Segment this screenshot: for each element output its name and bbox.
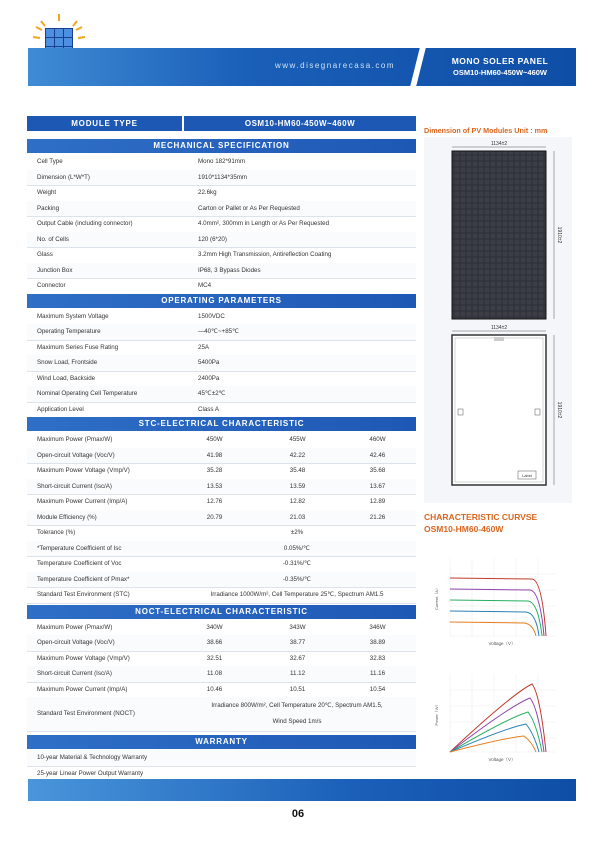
mechanical-row <box>27 278 416 295</box>
spec-value: 41.98 <box>206 451 223 459</box>
front-height-dimension: 1910±2 <box>556 226 562 244</box>
spec-label: Maximum Power Voltage (Vmp/V) <box>37 654 130 662</box>
spec-value: Irradiance 800W/m², Cell Temperature 20℃, Spectrum AM1.5, <box>211 702 383 709</box>
stc-row <box>27 510 416 527</box>
back-height-dimension: 1910±2 <box>556 401 562 419</box>
spec-label: Weight <box>37 189 57 196</box>
spec-value: 10.46 <box>206 685 223 693</box>
spec-label: Open-circuit Voltage (Voc/V) <box>37 451 115 459</box>
spec-value: —40℃~+85℃ <box>198 328 240 335</box>
spec-value: 38.77 <box>289 639 306 646</box>
product-model: OSM10-HM60-450W~460W <box>453 68 547 77</box>
spec-label: No. of Cells <box>37 235 69 243</box>
mechanical-row <box>27 232 416 249</box>
mechanical-row <box>27 201 416 218</box>
noct-row <box>27 620 416 637</box>
spec-value: 4.0mm², 300mm in Length or As Per Requested <box>198 220 330 227</box>
spec-label: Maximum Power Current (Imp/A) <box>37 498 128 505</box>
back-width-dimension: 1134±2 <box>490 325 508 331</box>
spec-label: Short-circuit Current (Isc/A) <box>37 482 112 490</box>
spec-label: Snow Load, Frontside <box>37 359 98 366</box>
spec-value: 2400Pa <box>198 374 220 382</box>
spec-value: 11.16 <box>369 670 386 677</box>
spec-value: 1500VDC <box>198 312 225 320</box>
spec-label: Temperature Coefficient of Pmax* <box>37 575 130 583</box>
spec-value: 35.28 <box>206 467 223 474</box>
stc-row <box>27 448 416 465</box>
spec-value: 20.79 <box>206 513 223 521</box>
front-width-dimension: 1134±2 <box>490 141 508 147</box>
spec-value: 1910*1134*35mm <box>198 173 248 181</box>
dimension-title: Dimension of PV Modules Unit : mm <box>424 126 548 135</box>
spec-label: Dimension (L*W*T) <box>37 173 90 181</box>
spec-value: 11.12 <box>289 670 306 677</box>
iv-ylabel: Current（A） <box>434 585 439 611</box>
noct-section-header: NOCT-ELECTRICAL CHARACTERISTIC <box>27 605 416 619</box>
label-tag: Label <box>522 473 532 478</box>
mechanical-row <box>27 170 416 187</box>
module-type-value: OSM10-HM60-450W~460W <box>184 116 416 131</box>
spec-value: 32.83 <box>369 654 386 662</box>
stc-span-row <box>27 541 416 558</box>
spec-value: 38.89 <box>369 639 386 646</box>
spec-label: Junction Box <box>37 266 73 274</box>
operating-section-header: OPERATING PARAMETERS <box>27 294 416 308</box>
operating-row <box>27 355 416 372</box>
spec-value: Wind Speed 1m/s <box>272 718 322 725</box>
noct-row <box>27 635 416 652</box>
spec-value: 13.53 <box>206 482 223 490</box>
spec-value: 346W <box>369 623 386 631</box>
spec-value: 5400Pa <box>198 359 220 366</box>
spec-label: Module Efficiency (%) <box>37 513 97 521</box>
pv-ylabel: Power（W） <box>434 702 439 726</box>
spec-label: Tolerance (%) <box>37 529 76 536</box>
spec-label: Application Level <box>37 405 84 413</box>
pv-xlabel: Voltage（V） <box>488 757 516 762</box>
spec-label: Packing <box>37 204 60 212</box>
mechanical-row <box>27 247 416 264</box>
spec-value: 120 (6*20) <box>198 235 227 243</box>
mechanical-row <box>27 263 416 280</box>
page-number: 06 <box>291 808 305 820</box>
spec-label: Maximum Power (Pmax/W) <box>37 623 113 631</box>
spec-label: Maximum Power (Pmax/W) <box>37 436 113 443</box>
noct-row <box>27 651 416 668</box>
spec-value: 38.66 <box>206 639 223 646</box>
spec-label: Output Cable (including connector) <box>37 220 133 227</box>
operating-row <box>27 324 416 341</box>
spec-label: Short-circuit Current (Isc/A) <box>37 670 112 677</box>
stc-span-row <box>27 556 416 573</box>
curves-title: CHARACTERISTIC CURVSE <box>424 512 538 522</box>
spec-value: 21.03 <box>289 513 306 521</box>
spec-label: Maximum Power Voltage (Vmp/V) <box>37 467 130 474</box>
website-url[interactable]: www.disegnarecasa.com <box>275 61 395 70</box>
operating-row <box>27 309 416 326</box>
pv-curve-chart <box>432 664 568 764</box>
curves-model: OSM10-HM60-460W <box>424 524 504 534</box>
spec-value: 13.67 <box>369 482 386 490</box>
spec-value: 13.59 <box>289 482 306 490</box>
spec-label: Operating Temperature <box>37 328 101 335</box>
footer-banner <box>28 779 576 801</box>
iv-xlabel: Voltage（V） <box>488 641 516 646</box>
stc-span-row <box>27 587 416 604</box>
spec-value: 343W <box>289 623 306 631</box>
spec-label: Temperature Coefficient of Voc <box>37 560 122 567</box>
stc-section-header: STC-ELECTRICAL CHARACTERISTIC <box>27 417 416 431</box>
mechanical-section-header: MECHANICAL SPECIFICATION <box>27 139 416 153</box>
operating-row <box>27 402 416 419</box>
spec-value: Mono 182*91mm <box>198 158 246 165</box>
spec-value: 32.51 <box>206 654 223 662</box>
stc-span-row <box>27 525 416 542</box>
spec-value: 21.26 <box>369 513 386 521</box>
mechanical-row <box>27 185 416 202</box>
spec-label: Maximum Power Current (Imp/A) <box>37 685 128 693</box>
mechanical-row <box>27 154 416 171</box>
spec-label: Standard Test Environment (NOCT) <box>37 710 135 717</box>
mechanical-row <box>27 216 416 233</box>
module-type-label: MODULE TYPE <box>27 116 182 131</box>
spec-value: -0.31%/℃ <box>282 560 312 567</box>
stc-row <box>27 479 416 496</box>
spec-label: Glass <box>37 251 53 258</box>
spec-value: 22.6kg <box>198 189 217 196</box>
warranty-text: 10-year Material & Technology Warranty <box>37 754 148 761</box>
spec-value: -0.35%/℃ <box>282 575 312 583</box>
iv-curve-chart <box>432 548 568 648</box>
spec-value: 35.68 <box>369 467 386 474</box>
operating-row <box>27 386 416 403</box>
warranty-row <box>27 750 416 767</box>
spec-value: 10.51 <box>289 685 306 693</box>
stc-span-row <box>27 572 416 589</box>
stc-row <box>27 432 416 449</box>
spec-value: 455W <box>289 436 306 443</box>
spec-label: Wind Load, Backside <box>37 374 96 382</box>
spec-label: Standard Test Environment (STC) <box>37 591 130 598</box>
spec-value: 340W <box>206 623 223 631</box>
spec-value: Class A <box>198 405 219 413</box>
spec-value: 12.76 <box>206 498 223 505</box>
spec-value: 35.48 <box>289 467 306 474</box>
stc-row <box>27 463 416 480</box>
product-title: MONO SOLER PANEL <box>451 56 549 66</box>
spec-value: IP68, 3 Bypass Diodes <box>198 266 261 274</box>
operating-row <box>27 371 416 388</box>
spec-value: 12.82 <box>289 498 306 505</box>
spec-value: 25A <box>198 343 210 351</box>
spec-value: 42.22 <box>289 451 306 459</box>
warranty-text: 25-year Linear Power Output Warranty <box>37 769 144 777</box>
spec-label: Open-circuit Voltage (Voc/V) <box>37 639 115 646</box>
spec-value: 0.05%/℃ <box>283 544 311 552</box>
spec-value: 42.46 <box>369 451 386 459</box>
spec-value: 11.08 <box>206 670 223 677</box>
warranty-section-header: WARRANTY <box>27 735 416 749</box>
spec-value: 460W <box>369 436 386 443</box>
spec-value: 3.2mm High Transmission, Antireflection Coating <box>198 251 332 258</box>
spec-value: 10.54 <box>369 685 386 693</box>
spec-label: Maximum System Voltage <box>37 312 109 320</box>
spec-value: Irradiance 1000W/m², Cell Temperature 25℃, Spectrum AM1.5 <box>210 591 384 598</box>
spec-label: Connector <box>37 282 66 289</box>
spec-label: Nominal Operating Cell Temperature <box>37 390 138 397</box>
module-type-bar <box>27 116 416 131</box>
noct-row <box>27 682 416 699</box>
spec-value: 450W <box>206 436 223 443</box>
spec-value: MC4 <box>198 282 212 289</box>
spec-label: *Temperature Coefficient of Isc <box>37 544 122 552</box>
spec-label: Cell Type <box>37 158 63 165</box>
spec-value: 12.89 <box>369 498 386 505</box>
noct-row <box>27 666 416 683</box>
pv-module-dimension-drawing <box>424 137 572 507</box>
spec-value: ±2% <box>290 529 304 536</box>
spec-value: 45℃±2℃ <box>198 390 226 397</box>
noct-env-row <box>27 697 416 732</box>
stc-row <box>27 494 416 511</box>
spec-value: Carton or Pallet or As Per Requested <box>198 204 300 212</box>
spec-label: Maximum Series Fuse Rating <box>37 343 119 351</box>
spec-value: 32.67 <box>289 654 306 662</box>
operating-row <box>27 340 416 357</box>
